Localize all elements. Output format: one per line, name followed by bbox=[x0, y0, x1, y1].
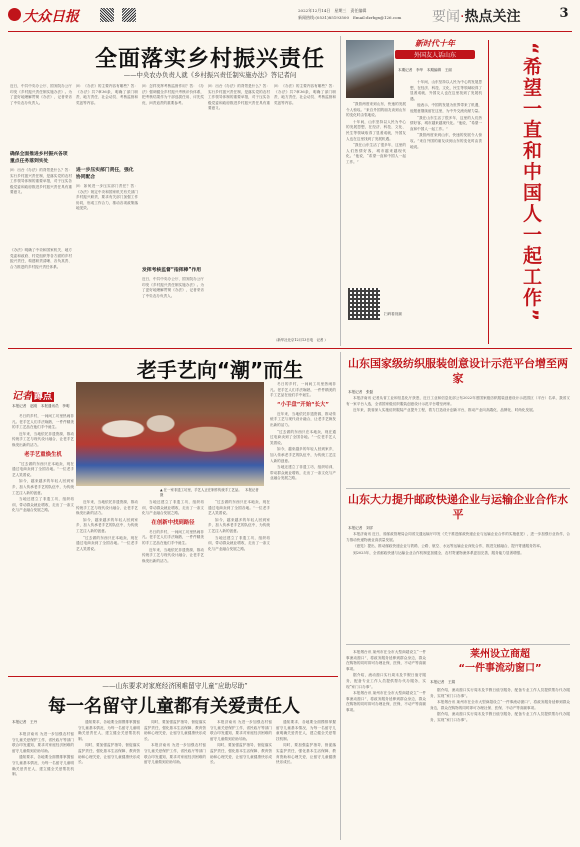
lead-subhead-3: 发挥考核监督“指挥棒”作用 bbox=[142, 268, 202, 273]
sidebar-vertical-title-box bbox=[488, 40, 573, 344]
crafts-paragraph: 冬日的乡村，一间间工坊里热闹非凡。老手艺人们手法娴熟，一件件精美的手工艺品在他们手中诞生。 bbox=[142, 529, 204, 545]
children-column-4 bbox=[210, 720, 272, 840]
children-column-3 bbox=[144, 720, 206, 840]
badge-reporter: 记者 bbox=[12, 391, 32, 402]
masthead bbox=[8, 6, 572, 32]
crafts-paragraph: 近年来，当地依托非遗资源，推动传统手工艺与现代设计融合，让老手艺焕发出新的活力。 bbox=[270, 411, 336, 427]
contact-line: 新闻热线:(0531)85193500 Email:dzrbgx@126.com bbox=[298, 15, 402, 20]
newspaper-logo bbox=[8, 6, 82, 24]
crafts-photo-caption: ▲ 在一家非遗工坊里，手艺人正在制作传统手工艺品。 本报记者 摄 bbox=[160, 488, 263, 497]
sidebar-logo-line2: 外国友人话山东 bbox=[395, 50, 475, 59]
crafts-subhead-3: 在创新中找到路径 bbox=[151, 519, 195, 526]
date-line: 2022年12月14日 星期三 责任编辑 bbox=[298, 8, 367, 13]
sidebar-big-title: “希望一直和中国人一起工作” bbox=[520, 42, 542, 323]
sidebar-qr-icon[interactable] bbox=[348, 288, 380, 320]
express-paragraph: 到2025年，全省邮政快递与运输企业合作机制更加健全，农村寄递物流体系更加完善，服务能力显著增强。 bbox=[353, 550, 524, 555]
children-column-1 bbox=[12, 732, 74, 840]
crafts-column-1 bbox=[12, 414, 74, 674]
children-paragraph: 本报济南讯 为进一步加强农村留守儿童关爱保护工作，省民政厅等部门联合印发通知，要求对家庭经济困难的留守儿童做到应助尽助。 bbox=[210, 720, 272, 741]
children-paragraph: 同时，要加强监护指导，督促落实监护责任，强化基本生活保障、教育资助和心理关爱，让留守儿童健康快乐成长。 bbox=[276, 743, 336, 765]
sidebar-paragraph: 他表示，中国的发展为世界带来了机遇，他愿意继续留在这里，为中外交流贡献力量。 bbox=[410, 103, 482, 113]
textile-headline: 山东国家级纺织服装创意设计示范平台增至两家 bbox=[348, 357, 568, 385]
laizhou-headline bbox=[430, 648, 570, 676]
lead-footer-credit: （新华社北京12月13日电 记者 ） bbox=[274, 338, 328, 342]
lead-paragraph: 《办法》明确了中央和国家机关、地方党委和政府、村党组织等各方面的乡村振兴责任，构建职责清晰、各负其责、合力推进的乡村振兴责任体系。 bbox=[10, 248, 72, 269]
crafts-paragraph: 如今，越来越多的年轻人回到家乡，加入传承老手艺的队伍中，为传统工艺注入新的创意。 bbox=[76, 517, 138, 533]
logo-text: 大众日报 bbox=[23, 9, 79, 25]
children-column-5 bbox=[276, 720, 336, 840]
children-kicker: ——山东要求对家庭经济困难留守儿童“应助尽助” bbox=[102, 682, 248, 690]
crafts-paragraph: 如今，越来越多的年轻人回到家乡，加入传承老手艺的队伍中，为传统工艺注入新的创意。 bbox=[270, 447, 336, 463]
express-headline: 山东大力提升邮政快递企业与运输企业合作水平 bbox=[348, 493, 568, 521]
textile-byline: 本报记者 张磊 bbox=[348, 390, 374, 394]
crafts-byline: 本报记者 赵刚 本报通讯员 李明 bbox=[12, 404, 70, 408]
sidebar-paragraph: “我曾两度来到山东，快速的发展令人惊叹。”来自外国的朋友谈到山东的变化时由衷地说。 bbox=[410, 133, 482, 149]
crafts-paragraph: 如今，越来越多的年轻人回到家乡，加入传承老手艺的队伍中，为传统工艺注入新的创意。 bbox=[208, 517, 270, 533]
lead-column-2 bbox=[76, 84, 138, 346]
children-paragraph: 同时，要加强监护指导，督促落实监护责任，强化基本生活保障、教育资助和心理关爱，让留守儿童健康快乐成长。 bbox=[144, 720, 206, 741]
crafts-subhead-1: “小手盘”开始“长大” bbox=[277, 401, 329, 408]
masthead-rule bbox=[8, 31, 572, 32]
crafts-photo bbox=[76, 382, 264, 486]
section-name: 要闻 bbox=[432, 9, 460, 25]
lead-subhead-1: 确保全面推进乡村振兴各项重点任务落到实处 bbox=[10, 152, 68, 164]
sidebar-paragraph: “我在山东生活了很多年，这里的人们热情好客，城市越来越现代化。”他说，“希望一直和中国人一起工作。” bbox=[410, 115, 482, 131]
crafts-paragraph: 如今，越来越多的年轻人回到家乡，加入传承老手艺的队伍中，为传统工艺注入新的创意。 bbox=[12, 479, 74, 495]
crafts-subhead-2: 老手艺重焕生机 bbox=[24, 451, 62, 458]
laizhou-column-1 bbox=[346, 650, 426, 840]
sidebar-column-2 bbox=[410, 80, 482, 340]
lead-paragraph: 问：出台《办法》的背景是什么？答：实行乡村振兴责任制，是落实党的农村工作领导体制的重要举措，对于压实各级党委和政府推进乡村振兴责任具有重要意义。 bbox=[208, 84, 270, 111]
sidebar-logo bbox=[395, 38, 475, 62]
sidebar-qr-caption: 扫码看视频 bbox=[384, 312, 402, 316]
lead-paragraph: 问：《办法》的主要内容有哪些？答：《办法》共7章36条，明确了部门职责、地方责任、社会动员、考核监督和奖惩等内容。 bbox=[274, 84, 336, 105]
crafts-paragraph: 近年来，当地依托非遗资源，推动传统手工艺与现代设计融合，让老手艺焕发出新的活力。 bbox=[142, 547, 204, 563]
sidebar-logo-line1: 新时代十年 bbox=[415, 39, 455, 48]
crafts-paragraph: “过去做的东西只在本地卖，现在通过电商卖到了全国各地。”一位老手艺人笑着说。 bbox=[76, 535, 138, 551]
children-paragraph: 通知要求，各地要全面摸排掌握留守儿童基本情况，为每一名留守儿童明确关爱责任人，建立健全关爱帮扶机制。 bbox=[12, 755, 74, 777]
sidebar-paragraph: 十年间，山东坚持以人民为中心的发展思想，在经济、科技、文化、民生等领域取得了显著成就，外国友人也在这里找到了发展机遇。 bbox=[346, 119, 406, 141]
app-qr-icon bbox=[100, 8, 114, 22]
lead-column-3 bbox=[142, 84, 204, 346]
laizhou-column-2 bbox=[430, 688, 570, 840]
lead-paragraph: 近日，中共中央办公厅、国务院办公厅印发《乡村振兴责任制实施办法》。为了更好地理解贯彻《办法》，记者采访了中央农办负责人。 bbox=[10, 84, 72, 105]
crafts-paragraph: “过去做的东西只在本地卖，现在通过电商卖到了全国各地。”一位老手艺人笑着说。 bbox=[12, 461, 74, 477]
express-body bbox=[346, 532, 570, 642]
children-paragraph: 同时，要加强监护指导，督促落实监护责任，强化基本生活保障、教育资助和心理关爱，让留守儿童健康快乐成长。 bbox=[210, 743, 272, 765]
lead-paragraph: 问：如何进一步压实部门责任？答：《办法》规定中央和国家机关有关部门乡村振兴职责，要求有关部门加强工作协同，形成工作合力，推动各项政策落地见效。 bbox=[76, 184, 138, 211]
laizhou-headline-line1: 莱州设立商超 bbox=[470, 649, 530, 660]
weibo-qr-icon bbox=[122, 8, 136, 22]
crafts-column-5 bbox=[270, 382, 336, 674]
right-rule-1 bbox=[346, 488, 570, 489]
crafts-paragraph: 近年来，当地依托非遗资源，推动传统手工艺与现代设计融合，让老手艺焕发出新的活力。 bbox=[12, 431, 74, 447]
section-dot: · bbox=[460, 9, 465, 25]
column-divider bbox=[340, 36, 341, 346]
reporter-badge bbox=[12, 384, 74, 400]
crafts-headline: 老手艺向“潮”而生 bbox=[136, 358, 304, 382]
section-rule bbox=[8, 348, 572, 349]
children-paragraph: 本报济南讯 为进一步加强农村留守儿童关爱保护工作，省民政厅等部门联合印发通知，要求对家庭经济困难的留守儿童做到应助尽助。 bbox=[12, 732, 74, 753]
crafts-paragraph: 当地还建立了非遗工坊，组织培训，带动群众就业增收，走出了一条文化与产业融合发展之路。 bbox=[208, 535, 270, 551]
laizhou-paragraph: 据介绍，流动窗口实行周末及节假日值守服务，配备专业工作人员提供帮办代办服务，实现“家门口办事”。 bbox=[430, 712, 570, 722]
crafts-paragraph: 近年来，当地依托非遗资源，推动传统手工艺与现代设计融合，让老手艺焕发出新的活力。 bbox=[76, 500, 138, 516]
badge-onsite: 蹲点 bbox=[34, 392, 53, 402]
crafts-column-2 bbox=[76, 500, 138, 674]
logo-emblem-icon bbox=[8, 8, 21, 21]
sidebar-column-1 bbox=[346, 102, 406, 286]
lead-paragraph: 近日，中共中央办公厅、国务院办公厅印发《乡村振兴责任制实施办法》。为了更好地理解贯彻《办法》，记者采访了中央农办负责人。 bbox=[142, 277, 204, 298]
children-paragraph: 本报济南讯 为进一步加强农村留守儿童关爱保护工作，省民政厅等部门联合印发通知，要求对家庭经济困难的留守儿童做到应助尽助。 bbox=[144, 743, 206, 765]
textile-body bbox=[346, 396, 570, 486]
lead-paragraph: 问：怎样发挥考核监督作用？答：《办法》强调健全乡村振兴考核评价体系，把考核结果作为干部选拔任用、评先奖优、问责追责的重要参考。 bbox=[142, 84, 204, 105]
lead-column-5 bbox=[274, 84, 336, 346]
section-label bbox=[432, 6, 520, 26]
sidebar-paragraph: “我曾两度来到山东，快速的发展令人惊叹。”来自外国的朋友谈到山东的变化时由衷地说。 bbox=[346, 102, 406, 118]
bottom-section-rule bbox=[8, 676, 338, 677]
column-name: 热点关注 bbox=[464, 9, 521, 25]
lead-paragraph: 问：《办法》的主要内容有哪些？答：《办法》共7章36条，明确了部门职责、地方责任、社会动员、考核监督和奖惩等内容。 bbox=[76, 84, 138, 105]
crafts-paragraph: “过去做的东西只在本地卖，现在通过电商卖到了全国各地。”一位老手艺人笑着说。 bbox=[270, 429, 336, 445]
children-headline: 每一名留守儿童都有关爱责任人 bbox=[48, 696, 300, 717]
lead-column-4 bbox=[208, 84, 270, 346]
sidebar-intro: 本期记者 李华 本期编辑 王丽 bbox=[398, 68, 452, 72]
children-byline: 本报记者 王丹 bbox=[12, 720, 38, 724]
right-rule-2 bbox=[346, 644, 570, 645]
laizhou-headline-line2: “一件事流动窗口” bbox=[458, 663, 542, 674]
crafts-column-4 bbox=[208, 500, 270, 674]
laizhou-paragraph: 本报烟台讯 莱州市在全市大型商超设立“一件事流动窗口”，将政务服务延伸到群众身边，群众在购物的同时即可办理社保、医保、不动产等高频事项。 bbox=[346, 691, 426, 712]
sidebar-paragraph: “我在山东生活了很多年，这里的人们热情好客，城市越来越现代化。”他说，“希望一直和中国人一起工作。” bbox=[346, 143, 406, 164]
lead-headline: 全面落实乡村振兴责任 bbox=[94, 47, 325, 72]
lead-subhead-2: 进一步压实部门责任，强化协同配合 bbox=[76, 168, 134, 180]
lead-subhead: ——中央农办负责人就《乡村振兴责任制实施办法》答记者问 bbox=[123, 71, 297, 79]
children-paragraph: 通知要求，各地要全面摸排掌握留守儿童基本情况，为每一名留守儿童明确关爱责任人，建立健全关爱帮扶机制。 bbox=[78, 720, 140, 741]
laizhou-paragraph: 据介绍，流动窗口实行周末及节假日值守服务，配备专业工作人员提供帮办代办服务，实现“家门口办事”。 bbox=[430, 688, 570, 698]
crafts-paragraph: 冬日的乡村，一间间工坊里热闹非凡。老手艺人们手法娴熟，一件件精美的手工艺品在他们手中诞生。 bbox=[270, 382, 336, 398]
sidebar-paragraph: 十年间，山东坚持以人民为中心的发展思想，在经济、科技、文化、民生等领域取得了显著成就，外国友人也在这里找到了发展机遇。 bbox=[410, 80, 482, 101]
express-byline: 本报记者 刘洋 bbox=[348, 526, 374, 530]
qr-badges bbox=[100, 8, 144, 24]
page-number: 3 bbox=[559, 6, 569, 21]
express-paragraph: 《意见》提出，推动邮政快递企业与铁路、公路、航空、水运等运输企业深化合作，推进交邮融合，提升寄递服务效率。 bbox=[353, 544, 544, 549]
crafts-paragraph: 当地还建立了非遗工坊，组织培训，带动群众就业增收，走出了一条文化与产业融合发展之路。 bbox=[270, 465, 336, 481]
children-paragraph: 同时，要加强监护指导，督促落实监护责任，强化基本生活保障、教育资助和心理关爱，让留守儿童健康快乐成长。 bbox=[78, 743, 140, 765]
crafts-paragraph: 冬日的乡村，一间间工坊里热闹非凡。老手艺人们手法娴熟，一件件精美的手工艺品在他们手中诞生。 bbox=[12, 414, 74, 430]
textile-paragraph: 本报济南讯 记者从省工业和信息化厅获悉，近日工业和信息化部公布2022年度国家级纺织服装创意设计示范园区（平台）名单，我省又有一家平台入选，全省国家级纺织服装创意设计示范平台增至两家。 bbox=[346, 396, 570, 406]
laizhou-paragraph: 本报烟台讯 莱州市在全市大型商超设立“一件事流动窗口”，将政务服务延伸到群众身边，群众在购物的同时即可办理社保、医保、不动产等高频事项。 bbox=[430, 700, 570, 710]
laizhou-byline: 本报记者 王娟 bbox=[430, 680, 456, 684]
sidebar-photo bbox=[346, 40, 394, 98]
lead-column-1 bbox=[10, 84, 72, 346]
children-column-2 bbox=[78, 720, 140, 840]
crafts-paragraph: 当地还建立了非遗工坊，组织培训，带动群众就业增收，走出了一条文化与产业融合发展之路。 bbox=[12, 497, 74, 513]
crafts-paragraph: 当地还建立了非遗工坊，组织培训，带动群众就业增收，走出了一条文化与产业融合发展之路。 bbox=[142, 500, 204, 516]
laizhou-paragraph: 本报烟台讯 莱州市在全市大型商超设立“一件事流动窗口”，将政务服务延伸到群众身边，群众在购物的同时即可办理社保、医保、不动产等高频事项。 bbox=[346, 650, 426, 671]
lead-paragraph: 问：出台《办法》的背景是什么？答：实行乡村振兴责任制，是落实党的农村工作领导体制的重要举措，对于压实各级党委和政府推进乡村振兴责任具有重要意义。 bbox=[10, 168, 72, 195]
laizhou-paragraph: 据介绍，流动窗口实行周末及节假日值守服务，配备专业工作人员提供帮办代办服务，实现“家门口办事”。 bbox=[346, 673, 426, 689]
children-paragraph: 通知要求，各地要全面摸排掌握留守儿童基本情况，为每一名留守儿童明确关爱责任人，建立健全关爱帮扶机制。 bbox=[276, 720, 336, 741]
textile-paragraph: 近年来，我省深入实施纺织服装产业提升工程，着力打造设计创新平台，推动产业向高端化、品牌化、时尚化发展。 bbox=[353, 408, 537, 413]
express-paragraph: 本报济南讯 近日，省邮政管理局会同省交通运输厅印发《关于推进邮政快递企业与运输企业合作的实施意见》，进一步加强行业协作，合力推动快递物流业高质量发展。 bbox=[346, 532, 570, 542]
crafts-column-3 bbox=[142, 500, 204, 674]
crafts-paragraph: “过去做的东西只在本地卖，现在通过电商卖到了全国各地。”一位老手艺人笑着说。 bbox=[208, 500, 270, 516]
right-divider bbox=[340, 352, 341, 840]
